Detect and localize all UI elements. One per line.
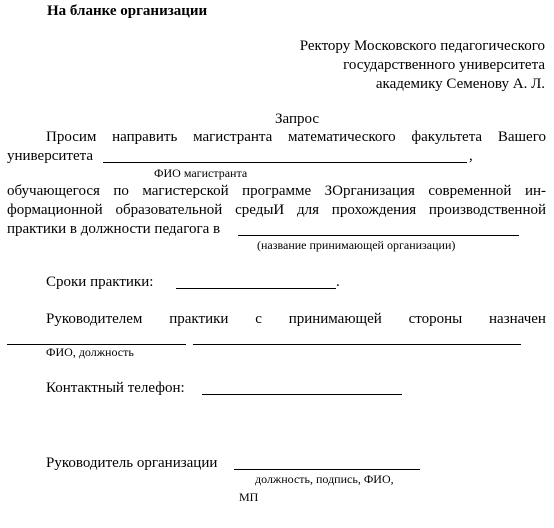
supervisor-word-6: назначен — [489, 311, 546, 327]
organization-head-label: Руководитель организации — [46, 455, 218, 471]
letterhead-note: На бланке организации — [47, 3, 208, 19]
practice-terms-blank-line — [176, 288, 336, 289]
addressee-line-1: Ректору Московского педагогического — [299, 38, 545, 54]
university-word: университета — [7, 148, 94, 164]
program-line-2: формационной образовательной средыИ для прохождения производственной — [7, 202, 546, 218]
request-title: Запрос — [275, 111, 320, 127]
supervisor-position-blank-line — [193, 344, 521, 345]
supervisor-word-2: практики — [169, 311, 229, 327]
student-comma: , — [469, 148, 473, 164]
supervisor-word-4: принимающей — [288, 311, 382, 327]
host-organization-caption: (название принимающей организации) — [257, 238, 456, 252]
contact-phone-label: Контактный телефон: — [46, 380, 185, 396]
contact-phone-blank-line — [202, 394, 402, 395]
practice-terms-label: Сроки практики: — [46, 274, 154, 290]
program-line-1: обучающегося по магистерской программе ЗОрганизация современной ин- — [7, 183, 546, 199]
supervisor-word-3: с — [255, 311, 262, 327]
practice-position-text: практики в должности педагога в — [7, 221, 221, 237]
supervisor-word-1: Руководителем — [46, 311, 143, 327]
supervisor-word-5: стороны — [408, 311, 463, 327]
stamp-place-label: МП — [239, 490, 259, 504]
practice-terms-period: . — [336, 274, 340, 290]
addressee-line-3: академику Семенову А. Л. — [375, 76, 545, 92]
addressee-line-2: государственного университета — [343, 57, 545, 73]
signature-caption: должность, подпись, ФИО, — [255, 472, 394, 486]
student-name-blank-line — [103, 162, 467, 163]
signature-blank-line — [234, 469, 420, 470]
supervisor-sentence — [46, 312, 546, 327]
host-organization-blank-line — [238, 235, 519, 236]
request-intro-line: Просим направить магистранта математического факультета Вашего — [46, 129, 546, 145]
student-name-caption: ФИО магистранта — [154, 166, 248, 180]
supervisor-caption: ФИО, должность — [46, 345, 134, 359]
